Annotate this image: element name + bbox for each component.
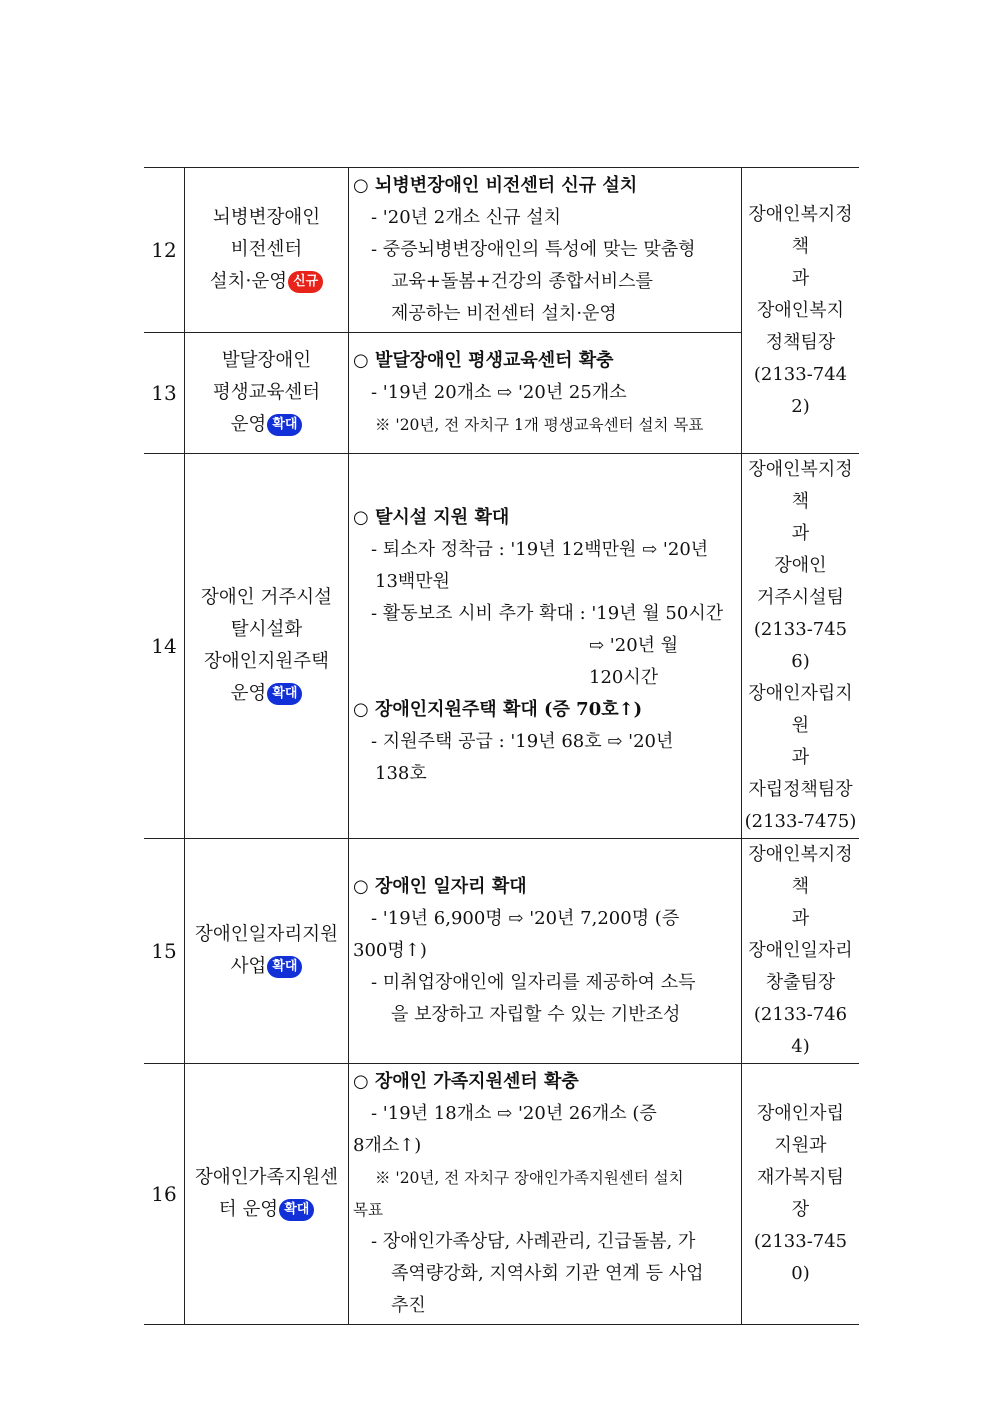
detail-line: 138호 [375,763,427,784]
plan-description [349,839,742,1064]
plan-description [349,1064,742,1325]
detail-line: 120시간 [589,667,659,688]
row-number: 12 [144,168,185,333]
dept-line: (2133-745 [753,1231,848,1252]
dept-line: 4) [791,1036,810,1057]
dept-line: 과 [791,747,810,768]
project-line: 사업 [230,956,267,977]
note-line: 목표 [353,1201,383,1219]
project-line: 탈시설화 [230,619,303,640]
project-line: 운영 [230,683,267,704]
heading-line: ○ 발달장애인 평생교육센터 확충 [353,350,614,371]
detail-line: - '19년 6,900명 ⇨ '20년 7,200명 (증 [371,908,680,929]
plan-description [349,168,742,333]
plan-description [349,454,742,839]
project-line: 비전센터 [230,239,303,260]
department-contact [742,454,860,839]
row-number: 13 [144,333,185,454]
dept-line: 장애인복지정책 [748,844,853,897]
detail-line: 추진 [391,1295,426,1316]
dept-line: 장애인 [774,555,827,576]
heading-line: ○ 장애인지원주택 확대 (증 70호↑) [353,699,643,720]
dept-line: 재가복지팀 [757,1167,844,1188]
dept-line: (2133-7475) [744,811,857,832]
expand-badge: 확대 [267,683,302,705]
dept-line: 자립정책팀장 [748,779,853,800]
detail-line: 8개소↑) [353,1135,422,1156]
table-row [144,454,859,839]
plan-description [349,333,742,454]
dept-line: 0) [791,1263,810,1284]
dept-line: 장애인복지정책 [748,203,853,257]
detail-line: 을 보장하고 자립할 수 있는 기반조성 [391,1004,681,1025]
dept-line: 과 [791,908,810,929]
detail-line: 13백만원 [375,571,451,592]
department-contact [742,839,860,1064]
expand-badge: 확대 [267,956,302,978]
dept-line: 장애인자립지원 [748,683,853,736]
detail-line: - 미취업장애인에 일자리를 제공하여 소득 [371,972,696,993]
dept-line: 장애인복지 [757,299,844,321]
row-number: 16 [144,1064,185,1325]
dept-line: 장애인일자리 [748,940,853,961]
project-name [185,839,349,1064]
new-badge: 신규 [288,271,323,293]
dept-line: 거주시설팀 [757,587,844,608]
dept-line: 6) [791,651,810,672]
heading-line: ○ 탈시설 지원 확대 [353,507,510,528]
expand-badge: 확대 [267,414,302,436]
dept-line: 과 [791,267,810,289]
dept-line: 장애인자립 [757,1103,844,1124]
project-line: 설치·운영 [209,271,288,292]
department-contact [742,1064,860,1325]
dept-line: 과 [791,523,810,544]
detail-line: - 장애인가족상담, 사례관리, 긴급돌봄, 가 [371,1231,696,1252]
note-line: ※ '20년, 전 자치구 1개 평생교육센터 설치 목표 [375,416,704,434]
detail-line: - '19년 18개소 ⇨ '20년 26개소 (증 [371,1103,657,1124]
dept-line: 2) [791,395,810,417]
heading-line: ○ 장애인 가족지원센터 확충 [353,1071,579,1092]
project-line: 평생교육센터 [212,382,321,403]
project-line: 장애인일자리지원 [195,924,338,945]
detail-line: 족역량강화, 지역사회 기관 연계 등 사업 [391,1263,704,1284]
dept-line: 정책팀장 [765,331,836,353]
dept-line: (2133-744 [753,363,848,385]
project-line: 장애인가족지원센 [195,1167,338,1188]
detail-line: - 퇴소자 정착금 : '19년 12백만원 ⇨ '20년 [371,539,709,560]
plan-table [144,167,859,1325]
project-line: 뇌병변장애인 [212,207,321,228]
dept-line: (2133-746 [753,1004,848,1025]
dept-line: 장 [791,1199,810,1220]
project-line: 장애인지원주택 [203,651,330,672]
project-name [185,1064,349,1325]
project-name [185,454,349,839]
project-line: 발달장애인 [221,350,312,371]
project-name [185,168,349,333]
table-row [144,1064,859,1325]
table-row [144,168,859,333]
project-line: 장애인 거주시설 [201,587,332,608]
dept-line: 창출팀장 [765,972,836,993]
heading-line: ○ 장애인 일자리 확대 [353,876,527,897]
expand-badge: 확대 [279,1199,314,1221]
project-line: 운영 [230,414,267,435]
department-contact [742,168,860,454]
dept-line: 장애인복지정책 [748,459,853,512]
project-line: 터 운영 [218,1199,279,1220]
detail-line: 300명↑) [353,940,427,961]
dept-line: 지원과 [774,1135,827,1156]
detail-line: - 중증뇌병변장애인의 특성에 맞는 맞춤형 [371,239,696,260]
note-line: ※ '20년, 전 자치구 장애인가족지원센터 설치 [375,1169,684,1187]
detail-line: 제공하는 비전센터 설치·운영 [391,303,617,324]
table-row [144,839,859,1064]
detail-line: - 지원주택 공급 : '19년 68호 ⇨ '20년 [371,731,674,752]
detail-line: - '19년 20개소 ⇨ '20년 25개소 [371,382,627,403]
dept-line: (2133-745 [753,619,848,640]
detail-line: 교육+돌봄+건강의 종합서비스를 [391,271,653,292]
detail-line: ⇨ '20년 월 [589,635,679,656]
detail-line: - '20년 2개소 신규 설치 [371,207,561,228]
heading-line: ○ 뇌병변장애인 비전센터 신규 설치 [353,175,638,196]
detail-line: - 활동보조 시비 추가 확대 : '19년 월 50시간 [371,603,724,624]
row-number: 14 [144,454,185,839]
project-name [185,333,349,454]
row-number: 15 [144,839,185,1064]
